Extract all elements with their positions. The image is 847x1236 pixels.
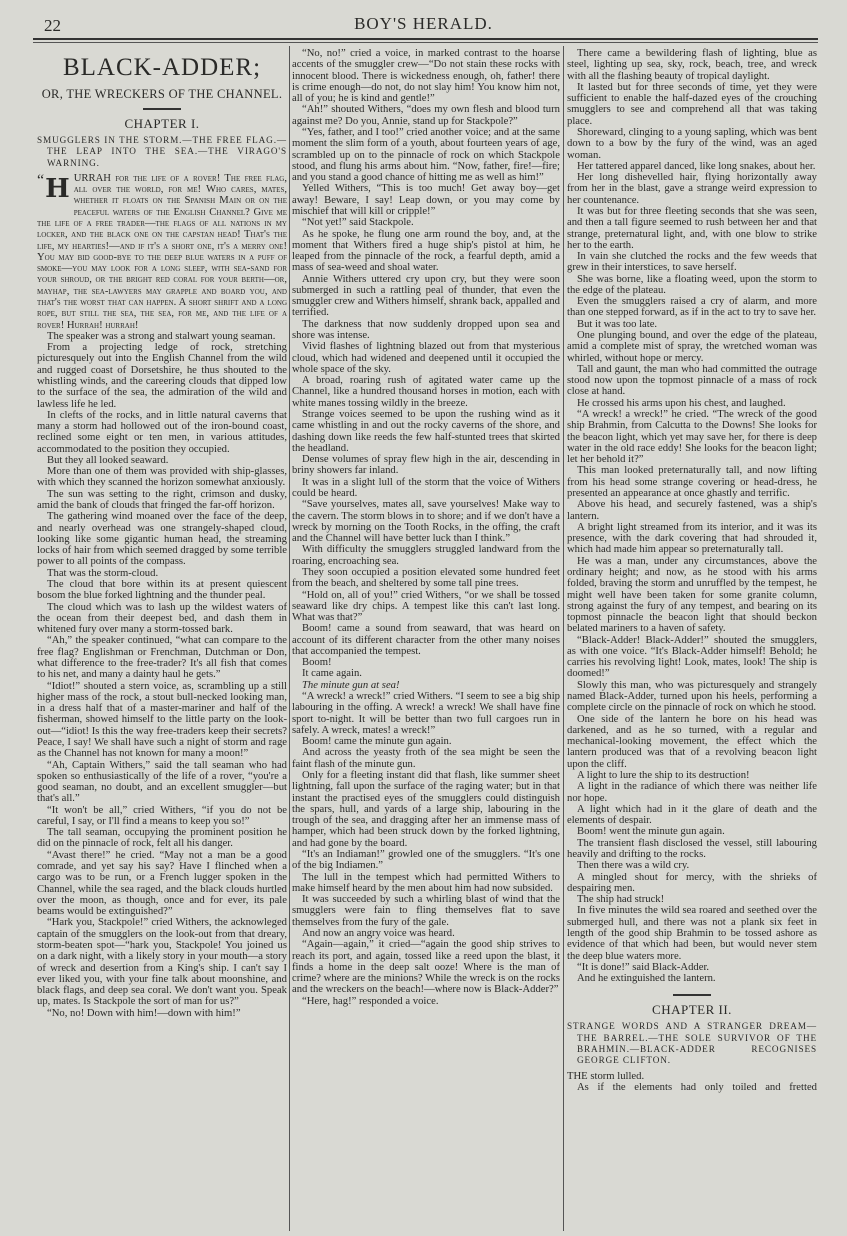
column-1: [37, 48, 287, 1233]
paragraph: Dense volumes of spray flew high in the air, descending in briny showers far inland.: [292, 454, 560, 477]
paragraph: A light which had in it the glare of death and the elements of despair.: [567, 803, 817, 827]
chapter-divider: [673, 994, 711, 996]
paragraph: The ship had struck!: [577, 894, 665, 906]
paragraph: Slowly this man, who was picturesquely and strangely named Black-Adder, turned upon his heels, performing a complete circle on the pinnacle of rock on which he stood.: [567, 679, 817, 714]
paragraph: And across the yeasty froth of the sea might be seen the faint flash of the minute gun.: [292, 747, 560, 770]
page-number: 22: [44, 16, 61, 35]
paragraph: “Save yourselves, mates all, save yourselves! Make way to the cavern. The storm blows in to shore; and if we don't have a wreck by morning on the Tooth Rocks, in the offing, the craft and the Channel will have better luck than I think.”: [292, 499, 560, 545]
paragraph: The sun was setting to the right, crimson and dusky, amid the bank of clouds that fringed the far-off horizon.: [37, 488, 287, 512]
story-subtitle: OR, THE WRECKERS OF THE CHANNEL.: [41, 87, 283, 101]
opening-text: URRAH for the life of a rover! The free flag, all over the world, for me! Who cares, mates, whether it floats on the Spanish Main or on the peaceful waters of the English Channel? Give me the life of a free trader—the flags of all nations in my locker, and the black one on the capstan head! That's the life, my hearties!—and if it's a short one, it's a merry one! You may bid good-bye to the deep blue waters in a puff of smoke—you may look for a long sleep, with sea-sand for your shroud, or the bright red coral for your berth—or, mayhap, the sea-lawyers may grapple and board you, and that's the worst that can happen. A short shrift and a long rope, but still the sea, the sea, for me, and the life of a rover! Hurrah! hurrah!: [37, 172, 287, 331]
paragraph: The transient flash disclosed the vessel, still labouring heavily and drifting to the rocks.: [567, 837, 817, 860]
paragraph: It lasted but for three seconds of time, yet they were sufficient to enable the half-dazed eyes of the crouching smugglers to see and comprehend all that was taking place.: [567, 81, 817, 127]
paragraph: Boom!: [302, 657, 332, 669]
paragraph: In vain she clutched the rocks and the few weeds that grew in their interstices, to save herself.: [567, 251, 817, 274]
paragraph: The darkness that now suddenly dropped upon sea and shore was intense.: [292, 318, 560, 342]
paragraph: It came again.: [302, 668, 362, 680]
paragraph: More than one of them was provided with ship-glasses, with which they scanned the horizon somewhat anxiously.: [37, 466, 287, 489]
paragraph: “Hold on, all of you!” cried Withers, “or we shall be tossed seaward like dry chips. A tempest like this can't last long. What was that?”: [292, 589, 560, 624]
paragraph: He crossed his arms upon his chest, and laughed.: [577, 397, 786, 409]
paragraph: “No, no!” cried a voice, in marked contrast to the hoarse accents of the smuggler crew—“Do not stain these rocks with innocent blood. There is wickedness enough, oh, father! there is crime enough—do not, do not slay him! You know him not, all of you; he is kind and gentle!”: [292, 48, 560, 105]
paragraph: In clefts of the rocks, and in little natural caverns that many a storm had hollowed out of the iron-bound coast, reclined some eight or ten men, in various attitudes, accommodated to the position they occupied.: [37, 409, 287, 455]
paragraph: And now an angry voice was heard.: [302, 927, 455, 939]
opening-quote: “: [37, 171, 45, 189]
paragraph: Only for a fleeting instant did that flash, like summer sheet lightning, fall upon the surface of the raging water; but in that instant the practised eyes of the smugglers could distinguish the spars, hull, and yards of a large ship, labouring in the trough of the sea, and dragging after her an immense mass of hamper, which had been struck down by the forked lightning, and had gone by the board.: [292, 770, 560, 849]
chapter-2-opening: [567, 1071, 817, 1082]
paragraph: Above his head, and securely fastened, was a ship's lantern.: [567, 499, 817, 522]
paragraph: “It's an Indiaman!” growled one of the smugglers. “It's one of the big Indiamen.”: [292, 848, 560, 872]
column-1-body: [37, 331, 287, 1019]
opening-paragraph: [37, 173, 287, 331]
paragraph: It was succeeded by such a whirling blast of wind that the smugglers were fain to fling themselves flat to save themselves from the fury of the gale.: [292, 894, 560, 928]
paragraph: Annie Withers uttered cry upon cry, but they were soon submerged in such a rattling peal of thunder, that even the smuggler crew and Withers himself, shrank back, appalled and terrified.: [292, 273, 560, 319]
column-3: [567, 48, 817, 1233]
story-title: BLACK-ADDER;: [62, 54, 262, 81]
paragraph: A light in the radiance of which there was neither life nor hope.: [567, 781, 817, 804]
paragraph: Boom! came a sound from seaward, that was heard on account of its different character from the other many noises that accompanied the tempest.: [292, 623, 560, 657]
paragraph: This man looked preternaturally tall, and now lifting from his head some strange covering or head-dress, he presented an appearance at once ghastly and terrific.: [567, 465, 817, 499]
paragraph: The minute gun at sea!: [302, 679, 400, 691]
title-divider: [143, 108, 181, 110]
paragraph: As he spoke, he flung one arm round the boy, and, at the moment that Withers fired a huge ship's pistol at him, he leaped from the pinnacle of the rock, a fearful depth, amid a mass of sea-weed and shoal water.: [292, 228, 560, 274]
paragraph: A bright light streamed from its interior, and it was its presence, with the dark covering that had shrouded it, which had made him appear so preternaturally tall.: [567, 521, 817, 556]
paragraph: Her long dishevelled hair, flying horizontally away from her in the blast, gave a strange weird expression to her countenance.: [567, 172, 817, 206]
paragraph: The lull in the tempest which had permitted Withers to make himself heard by the men about him had now subsided.: [292, 871, 560, 894]
paragraph: Even the smugglers raised a cry of alarm, and more than one stepped forward, as if in the act to try to save her.: [567, 296, 817, 319]
chapter-2-first-line: storm lulled.: [587, 1070, 645, 1082]
chapter-synopsis: SMUGGLERS IN THE STORM.—THE FREE FLAG.—THE LEAP INTO THE SEA.—THE VIRAGO'S WARNING.: [37, 135, 287, 168]
paragraph: The speaker was a strong and stalwart young seaman.: [47, 330, 276, 342]
paragraph: Vivid flashes of lightning blazed out from that mysterious cloud, which had widened and deepened until it occupied the whole space of the sky.: [292, 341, 560, 375]
paragraph: But they all looked seaward.: [47, 454, 169, 466]
publication-masthead: BOY'S HERALD.: [354, 14, 493, 33]
paragraph: In five minutes the wild sea roared and seethed over the submerged hull, and there was not a plank six feet in length of the good ship Brahmin to be tossed ashore as evidence of that which had been, but would never stem the deep blue waters more.: [567, 905, 817, 962]
paragraph: And he extinguished the lantern.: [577, 973, 716, 985]
paragraph: “Avast there!” he cried. “May not a man be a good comrade, and yet say his say? Have I flinched when a cargo was to be run, or a French lugger spoken in the Channel, while the sea raged, and the black clouds hurtled over the moon, as though, once and for ever, its pale beams would be extinguished?”: [37, 849, 287, 918]
paragraph: “Idiot!” shouted a stern voice, as, scrambling up a still higher mass of the rock, a stout bull-necked looking man, in a dress half that of a master-mariner and half of the fisherman, showed himself to the little party on the look-out—“idiot! Is this the way free-traders keep their secrets? Peace, I say! We shall have such a night of storm and rage as the Channel has not known for many a moon!”: [37, 680, 287, 760]
paragraph: “Ah,” the speaker continued, “what can compare to the free flag? Englishman or Frenchman, Dutchman or Don, what difference to the free-trader? It's all fish that comes to his net, and many a dainty haul he gets.”: [37, 635, 287, 681]
header-rule: [33, 38, 818, 40]
paragraph: “No, no! Down with him!—down with him!”: [47, 1007, 241, 1019]
paragraph: “Here, hag!” responded a voice.: [302, 995, 439, 1007]
paragraph: Shoreward, clinging to a young sapling, which was bent down to a bow by the fury of the wind, was an aged woman.: [567, 126, 817, 161]
paragraph: Boom! came the minute gun again.: [302, 736, 452, 748]
paragraph: That was the storm-cloud.: [47, 567, 159, 579]
paragraph: “A wreck! a wreck!” cried Withers. “I seem to see a big ship labouring in the offing. A wreck! a wreck! We shall have fine sport to-night. It will be better than two full cargoes run in safely. A wreck, mates! a wreck!”: [292, 691, 560, 736]
column-divider: [289, 46, 290, 1231]
chapter-2-first-word: THE: [567, 1070, 588, 1082]
paragraph: They soon occupied a position elevated some hundred feet from the beach, and sheltered by some tall pine trees.: [292, 566, 560, 590]
chapter-2-synopsis: STRANGE WORDS AND A STRANGER DREAM—THE BARREL.—THE SOLE SURVIVOR OF THE BRAHMIN.—BLACK-ADDER RECOGNISES GEORGE CLIFTON.: [567, 1021, 817, 1066]
paragraph: A mingled shout for mercy, with the shrieks of despairing men.: [567, 871, 817, 894]
paragraph: She was borne, like a floating weed, upon the storm to the edge of the plateau.: [567, 273, 817, 296]
paragraph: One side of the lantern he bore on his head was darkened, and as he so turned, with a regular and mechanical-looking movement, the effect which the lantern produced was that of a revolving beacon light upon the cliff.: [567, 713, 817, 770]
paragraph: The cloud that bore within its at present quiescent bosom the blue forked lightning and the thunder peal.: [37, 579, 287, 602]
paragraph: Yelled Withers, “This is too much! Get away boy—get away! Beware, I say! Leap down, or you may come by mischief that will kill or cripple!”: [292, 183, 560, 217]
paragraph: From a projecting ledge of rock, stretching picturesquely out into the English Channel from the wild and rugged coast of Dorsetshire, he thus shouted to the whistling winds, and the careering clouds that dipped low to the surface of the sea, the admiration of the wild and lawless life he led.: [37, 342, 287, 410]
paragraph: Her tattered apparel danced, like long snakes, about her.: [577, 160, 816, 172]
drop-cap: H: [45, 173, 70, 204]
paragraph: With difficulty the smugglers struggled landward from the roaring, encroaching sea.: [292, 544, 560, 567]
paragraph: “Hark you, Stackpole!” cried Withers, the acknowleged captain of the smugglers on the look-out from that dreary, storm-beaten spot—“hark you, Stackpole! You joined us on a dark night, with a likely story in your mouth—a story of wreck and desertion from a King's ship. I can't say I ever liked you, with your fine talk about moonshine, and black flags, and deep sea coral. We don't want you. Speak up, mates. Is Stackpole the sort of man for us?”: [37, 917, 287, 1008]
paragraph: He was a man, under any circumstances, above the ordinary height; and now, as he stood with his arms folded, braving the storm and unruffled by the tempest, he might well have been taken for some granite column, strong against the fury of any tempest, and bearing on its topmost pinnacle the beacon light that should beckon belated mariners to a haven of safety.: [567, 555, 817, 635]
paragraph: There came a bewildering flash of lighting, blue as steel, lighting up sea, sky, rock, beach, tree, and wreck with all the flashing beauty of tropical daylight.: [567, 48, 817, 82]
paragraph: “Ah!” shouted Withers, “does my own flesh and blood turn against me? Do you, Annie, stand up for Stackpole?”: [292, 104, 560, 127]
paragraph: “Black-Adder! Black-Adder!” shouted the smugglers, as with one voice. “It's Black-Adder himself! Behold; he carries his revolving light! Look, mates, look! The ship is doomed!”: [567, 634, 817, 680]
paragraph: Strange voices seemed to be upon the rushing wind as it came whistling in and out the rocky caverns of the shore, and dashing down like reeds the few half-stunted trees that skirted the headland.: [292, 409, 560, 454]
paragraph: It was but for three fleeting seconds that she was seen, and then a tall figure seemed to rush between her and that strange, preternatural light, and, with one blow to strike her to the earth.: [567, 205, 817, 251]
paragraph: “It is done!” said Black-Adder.: [577, 961, 710, 973]
column-2: [292, 48, 560, 1233]
paragraph: “It won't be all,” cried Withers, “if you do not be careful, I say, or I'll find a means to keep you so!”: [37, 804, 287, 827]
header-rule-thin: [33, 42, 818, 43]
drop-cap-box: [37, 173, 70, 207]
paragraph: One plunging bound, and over the edge of the plateau, amid a complete mist of spray, the wretched woman was whirled, without hope or mercy.: [567, 330, 817, 364]
paragraph: It was in a slight lull of the storm that the voice of Withers could be heard.: [292, 476, 560, 499]
paragraph: “Not yet!” said Stackpole.: [302, 217, 414, 229]
paragraph: The cloud which was to lash up the wildest waters of the ocean from their deepest bed, and dash them in whitened fury over many a storm-tossed bark.: [37, 601, 287, 636]
paragraph: Boom! went the minute gun again.: [577, 826, 725, 838]
paragraph: A broad, roaring rush of agitated water came up the Channel, like a hundred thousand horses in motion, each with white manes tossing wildly in the breeze.: [292, 375, 560, 409]
chapter-2-paragraph: As if the elements had only toiled and fretted: [577, 1081, 817, 1093]
paragraph: The tall seaman, occupying the prominent position he did on the pinnacle of rock, felt all his danger.: [37, 827, 287, 850]
paragraph: “Again—again,” it cried—“again the good ship strives to reach its port, and again, tossed like a reed upon the blast, it finds a home in the deep salt ooze! Where is the man of crime? where are the minions? While the wreck is on the rocks and the wreckers on the beach!—where now is Black-Adder?”: [292, 939, 560, 996]
chapter-heading: CHAPTER I.: [124, 116, 200, 131]
paragraph: “A wreck! a wreck!” he cried. “The wreck of the good ship Brahmin, from Calcutta to the Downs! She looks for the beacon light, which yet may save her, for there is deep water in the old race eddy! She looks for the beacon light; let her behold it?”: [567, 409, 817, 466]
chapter-2-heading: CHAPTER II.: [652, 1002, 732, 1018]
paragraph: Then there was a wild cry.: [577, 860, 690, 872]
paragraph: But it was too late.: [577, 318, 658, 330]
column-divider: [563, 46, 564, 1231]
paragraph: “Yes, father, and I too!” cried another voice; and at the same moment the slim form of a youth, about fourteen years of age, scrambled up on to the pinnacle of rock on which Stackpole stood, and flung his arms about him. “Now, father, fire!—fire; and you stand a good chance of hitting me as well as him!”: [292, 126, 560, 184]
column-2-body: [292, 48, 560, 1007]
column-3-body: [567, 48, 817, 984]
paragraph: “Ah, Captain Withers,” said the tall seaman who had spoken so enthusiastically of the life of a rover, “you're a good seaman, no doubt, and an excellent smuggler—but that's all.”: [37, 759, 287, 805]
paragraph: A light to lure the ship to its destruction!: [577, 770, 750, 781]
paragraph: The gathering wind moaned over the face of the deep, and nearly overhead was one strangely-shaped cloud, looking like some gigantic human head, the streaming locks of hair from which seemed dragged by some terrible power to all points of the compass.: [37, 511, 287, 568]
paragraph: Tall and gaunt, the man who had committed the outrage stood now upon the topmost pinnacle of a mass of rock close at hand.: [567, 363, 817, 398]
